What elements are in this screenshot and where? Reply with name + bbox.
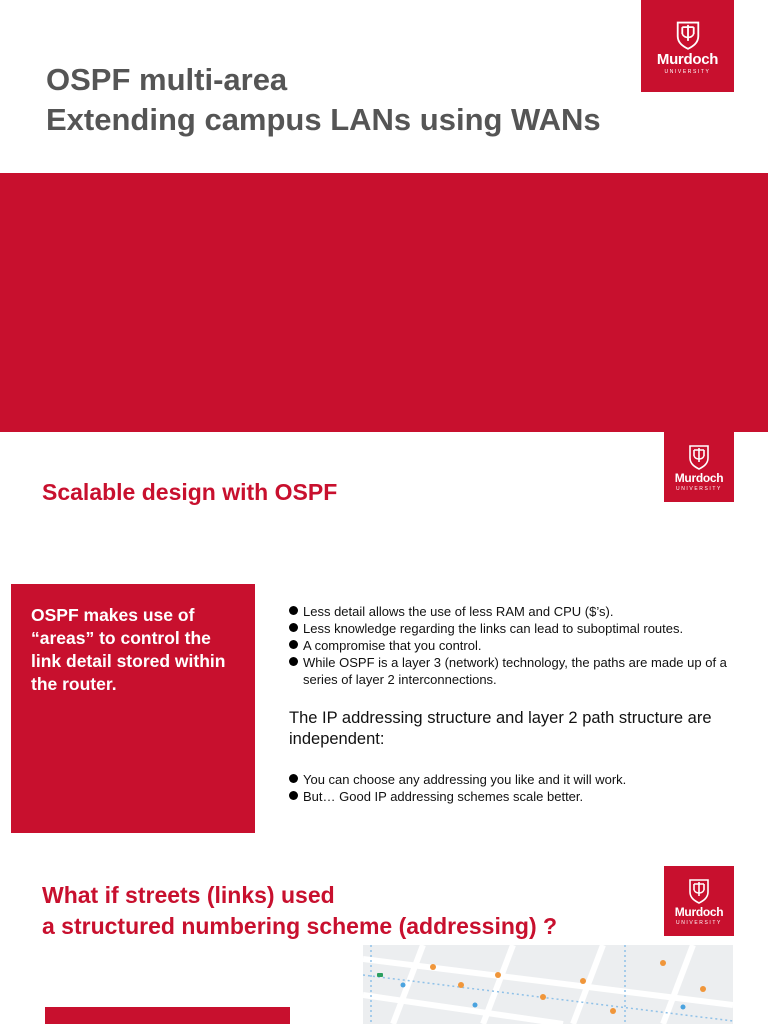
bullet-list-details <box>288 603 733 688</box>
street-map-graphic <box>363 945 733 1024</box>
logo-subtitle: UNIVERSITY <box>675 486 722 492</box>
murdoch-logo <box>664 432 734 502</box>
slide-heading <box>42 880 557 942</box>
logo-subtitle: UNIVERSITY <box>664 68 711 75</box>
list-item: A compromise that you control. <box>288 637 733 654</box>
slide-scalable-design <box>0 432 768 864</box>
bullet-list-addressing <box>288 771 733 805</box>
callout-box: OSPF makes use of “areas” to control the link detail stored within the router. <box>11 584 255 833</box>
list-item: You can choose any addressing you like and it will work. <box>288 771 733 788</box>
murdoch-logo <box>664 866 734 936</box>
callout-box <box>45 1007 290 1024</box>
crest-icon <box>688 442 710 470</box>
title-line-1: OSPF multi-area <box>46 62 288 97</box>
slide-street-numbering <box>0 864 768 1024</box>
murdoch-logo <box>641 0 734 92</box>
street-map-image <box>363 945 733 1024</box>
list-item: Less detail allows the use of less RAM and CPU ($’s). <box>288 603 733 620</box>
paragraph-independence: The IP addressing structure and layer 2 path structure are independent: <box>289 709 712 748</box>
crest-icon <box>675 18 701 50</box>
slide-title <box>0 0 768 432</box>
list-item: But… Good IP addressing schemes scale better. <box>288 788 733 805</box>
logo-wordmark: Murdoch <box>674 905 724 919</box>
red-banner <box>0 173 768 432</box>
title-line-2: Extending campus LANs using WANs <box>46 102 601 137</box>
logo-wordmark: Murdoch <box>656 50 719 68</box>
list-item: While OSPF is a layer 3 (network) technology, the paths are made up of a series of layer 2 interconnections. <box>288 654 733 688</box>
logo-subtitle: UNIVERSITY <box>675 920 722 926</box>
list-item: Less knowledge regarding the links can lead to suboptimal routes. <box>288 620 733 637</box>
heading-line-1: What if streets (links) used <box>42 882 335 908</box>
crest-icon <box>688 876 710 904</box>
slide-heading: Scalable design with OSPF <box>42 479 338 505</box>
slide-title-heading <box>46 60 601 140</box>
logo-wordmark: Murdoch <box>674 471 724 485</box>
heading-line-2: a structured numbering scheme (addressing) ? <box>42 913 558 939</box>
